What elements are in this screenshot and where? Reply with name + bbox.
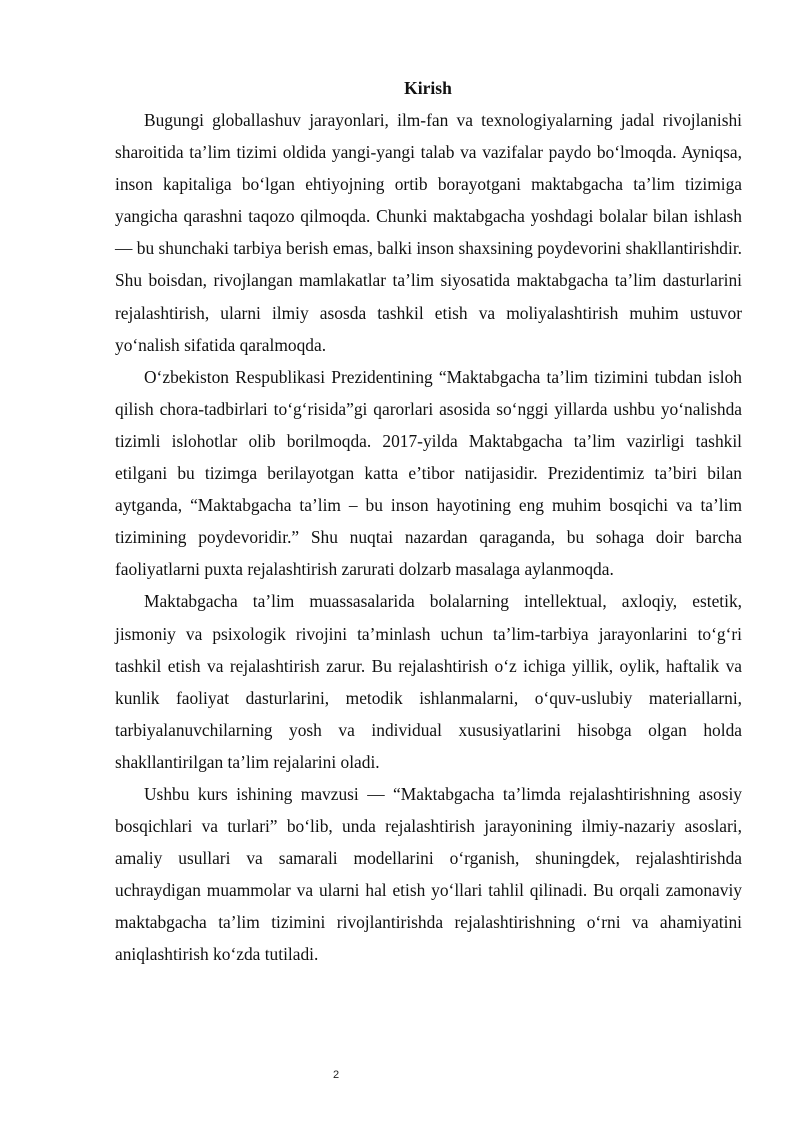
paragraph-planning: Maktabgacha ta’lim muassasalarida bolalarning intellektual, axloqiy, estetik, jismoniy va psixologik rivojini ta’minlash uchun ta’lim-tarbiya jarayonlarini to‘g‘ri tashkil etish va rejalashtirish zarur. Bu rejalashtirish o‘z ichiga yillik, oylik, haftalik va kunlik faoliyat dasturlarini, metodik ishlanmalarni, o‘quv-uslubiy materiallarni, tarbiyalanuvchilarning yosh va individual xususiyatlarini hisobga olgan holda shakllantirilgan ta’lim rejalarini oladi. xyxy=(115,591,742,772)
paragraph-intro: Bugungi globallashuv jarayonlari, ilm-fan va texnologiyalarning jadal rivojlanishi sharoitida ta’lim tizimi oldida yangi-yangi talab va vazifalar paydo bo‘lmoqda. Ayniqsa, inson kapitaliga bo‘lgan ehtiyojning ortib borayotgani maktabgacha ta’lim tizimiga yangicha qarashni taqozo qilmoqda. Chunki maktabgacha yoshdagi bolalar bilan ishlash — bu shunchaki tarbiya berish emas, balki inson shaxsining poydevorini shakllantirishdir. Shu boisdan, rivojlangan mamlakatlar ta’lim siyosatida maktabgacha ta’lim dasturlarini rejalashtirish, ularni ilmiy asosda tashkil etish va moliyalashtirish muhim ustuvor yo‘nalish sifatida qaralmoqda. xyxy=(115,110,742,355)
paragraph-topic: Ushbu kurs ishining mavzusi — “Maktabgacha ta’limda rejalashtirishning asosiy bosqichlari va turlari” bo‘lib, unda rejalashtirish jarayonining ilmiy-nazariy asoslari, amaliy usullari va samarali modellarini o‘rganish, shuningdek, rejalashtirishda uchraydigan muammolar va ularni hal etish yo‘llari tahlil qilinadi. Bu orqali zamonaviy maktabgacha ta’lim tizimini rivojlantirishda rejalashtirishning o‘rni va ahamiyatini aniqlashtirish ko‘zda tutiladi. xyxy=(115,783,742,965)
page-number: 2 xyxy=(332,1069,340,1081)
section-heading: Kirish xyxy=(404,78,452,98)
paragraph-reforms: O‘zbekiston Respublikasi Prezidentining “Maktabgacha ta’lim tizimini tubdan isloh qilish chora-tadbirlari to‘g‘risida”gi qarorlari asosida so‘nggi yillarda ushbu yo‘nalishda tizimli islohotlar olib borilmoqda. 2017-yilda Maktabgacha ta’lim vazirligi tashkil etilgani bu tizimga berilayotgan katta e’tibor natijasidir. Prezidentimiz ta’biri bilan aytganda, “Maktabgacha ta’lim – bu inson hayotining eng muhim bosqichi va ta’lim tizimining poydevoridir.” Shu nuqtai nazardan qaraganda, bu sohaga doir barcha faoliyatlarni puxta rejalashtirish zarurati dolzarb masalaga aylanmoqda. xyxy=(115,366,742,580)
document-body xyxy=(115,104,742,971)
